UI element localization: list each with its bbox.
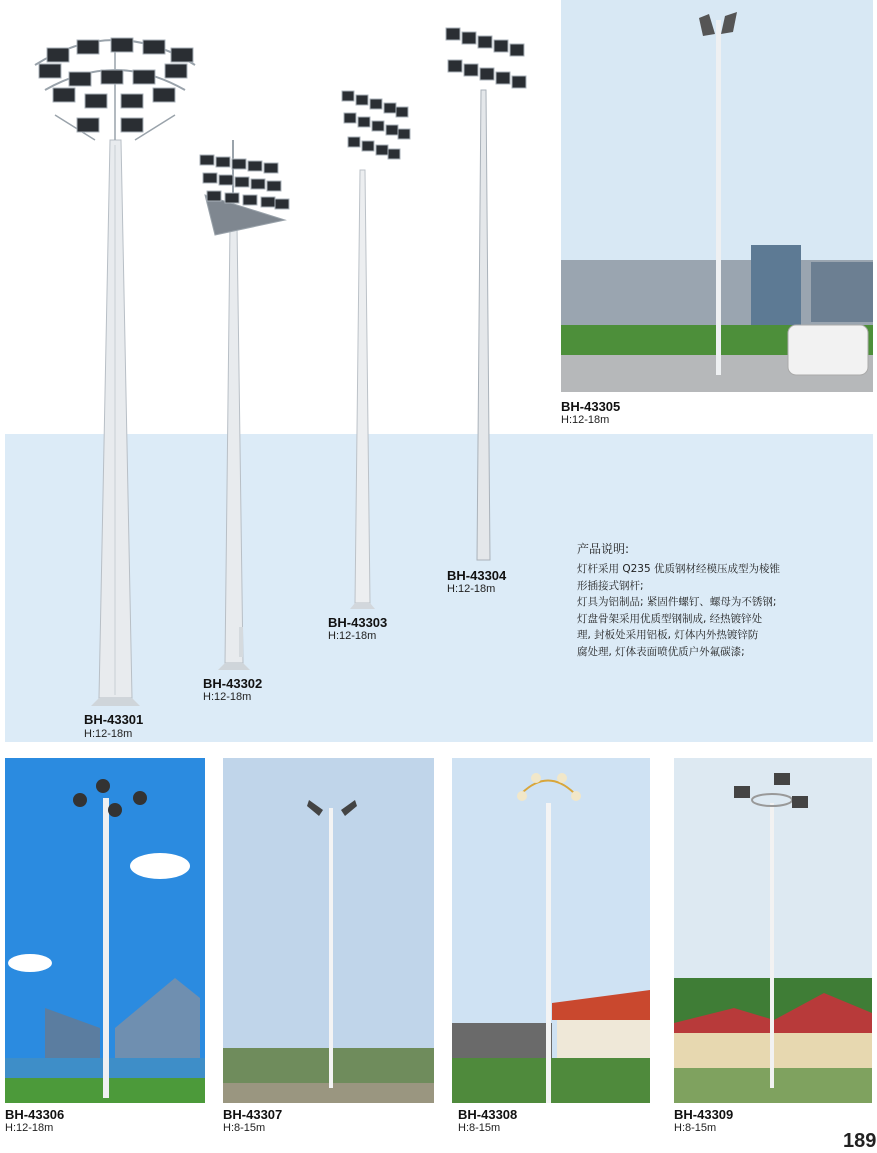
product-height-43303: H:12-18m [328,630,377,642]
description-line: 灯具为铝制品; 紧固件螺钉、螺母为不锈钢; [577,596,777,608]
product-height-43304: H:12-18m [447,583,496,595]
description-line: 理, 封板处采用铝板, 灯体内外热镀锌防 [577,629,759,641]
product-description [577,540,867,660]
description-line: 灯盘骨架采用优质型钢制成, 经热镀锌处 [577,612,763,625]
product-photo-43305 [561,0,873,392]
page-number: 189 [843,1130,877,1152]
product-photo-43307 [223,758,434,1103]
product-height-43309: H:8-15m [674,1122,717,1134]
product-code-43305: BH-43305 [561,399,621,414]
product-code-43307: BH-43307 [223,1107,283,1122]
pole-illustration-43303 [330,85,420,610]
product-code-43304: BH-43304 [447,568,507,583]
product-photo-43308 [452,758,650,1103]
product-code-43302: BH-43302 [203,676,263,691]
product-height-43307: H:8-15m [223,1122,266,1134]
product-code-43306: BH-43306 [5,1107,65,1122]
pole-illustration-43304 [440,20,540,565]
product-height-43301: H:12-18m [84,728,133,740]
product-photo-43306 [5,758,205,1103]
product-code-43301: BH-43301 [84,712,144,727]
product-height-43308: H:8-15m [458,1122,501,1134]
description-title: 产品说明: [577,542,630,556]
product-code-43309: BH-43309 [674,1107,734,1122]
product-photo-43309 [674,758,872,1103]
pole-illustration-43301 [25,30,205,715]
product-code-43308: BH-43308 [458,1107,518,1122]
description-line: 灯杆采用 Q235 优质钢材经模压成型为棱锥 [577,563,780,575]
product-code-43303: BH-43303 [328,615,388,630]
pole-illustration-43302 [195,135,295,675]
product-height-43302: H:12-18m [203,691,252,703]
product-height-43305: H:12-18m [561,414,610,426]
description-line: 形插接式钢杆; [577,579,644,592]
product-height-43306: H:12-18m [5,1122,54,1134]
description-line: 腐处理, 灯体表面喷优质户外氟碳漆; [577,645,745,658]
